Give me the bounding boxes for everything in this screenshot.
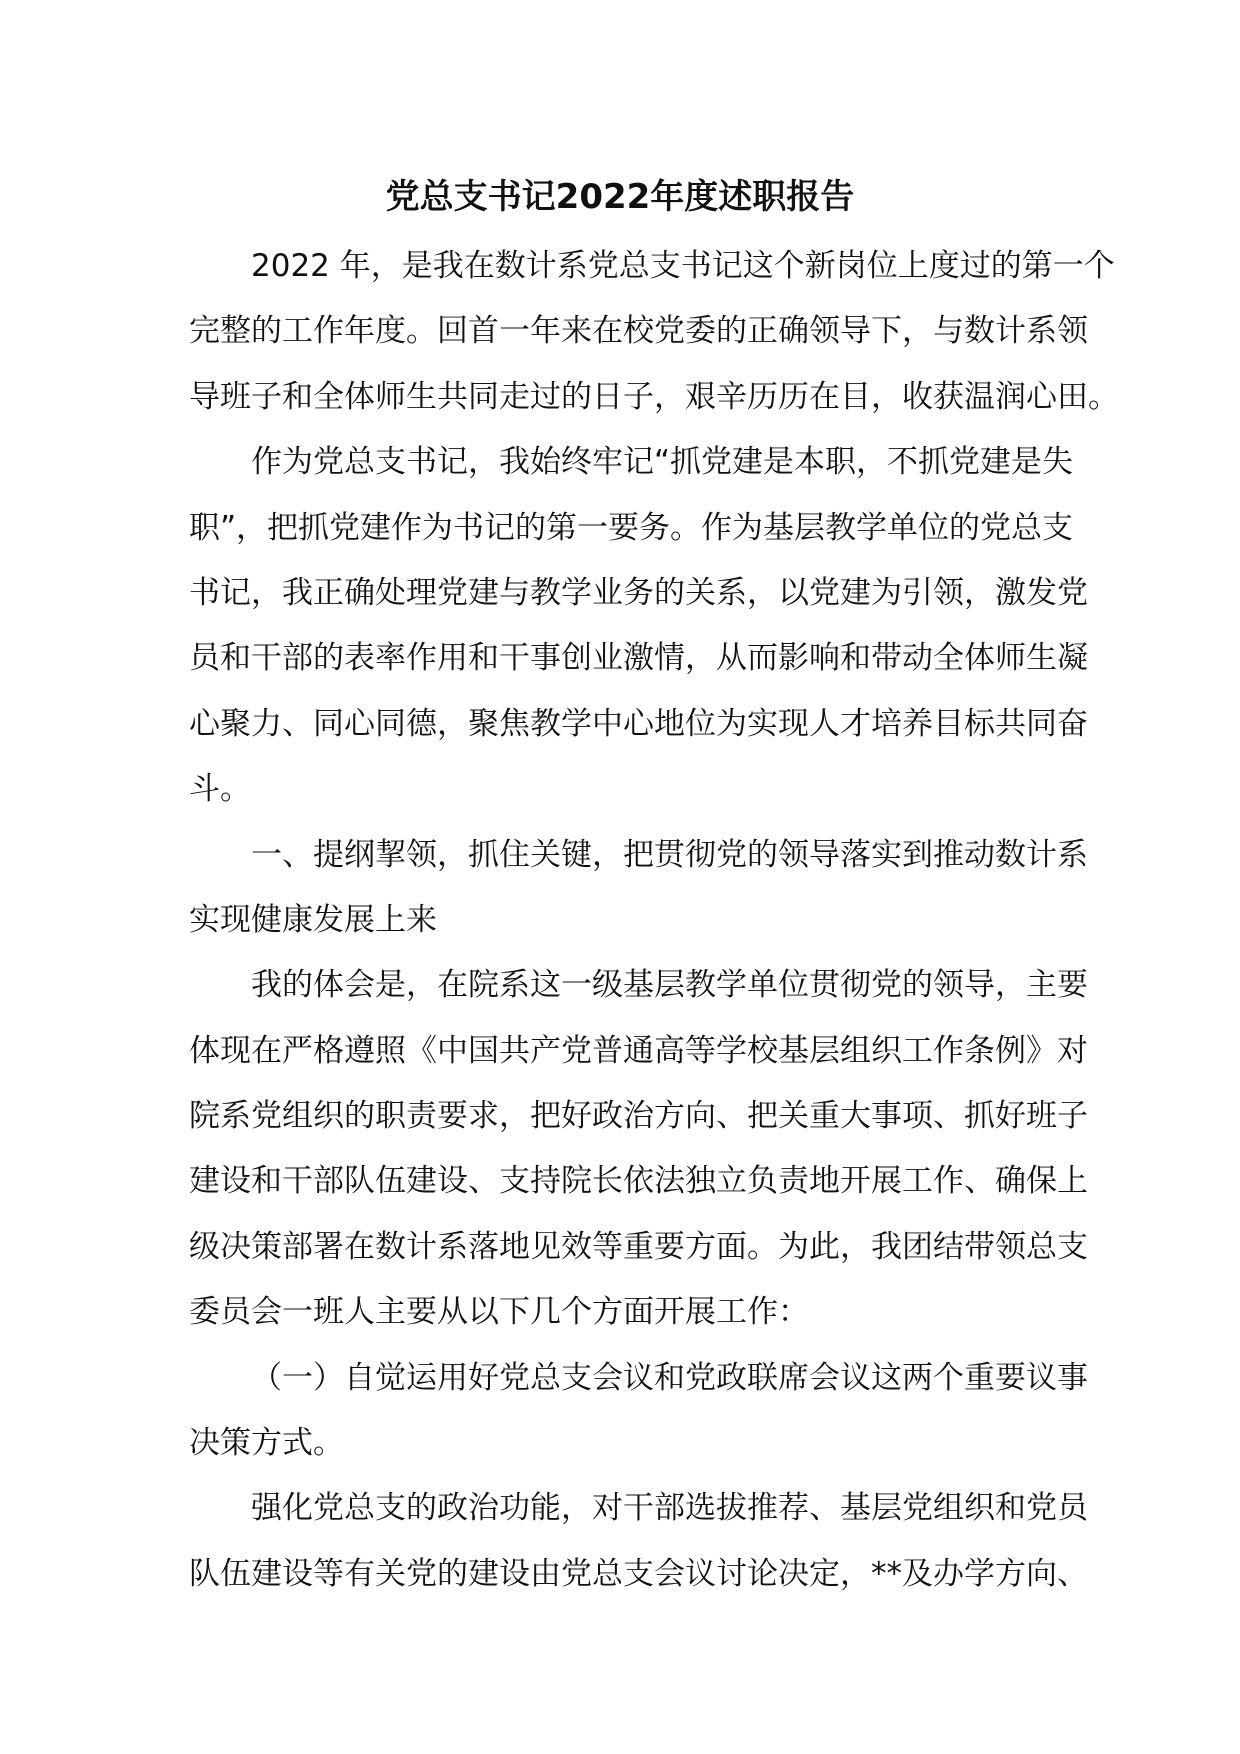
- text-line: 斗。: [189, 771, 251, 808]
- text-line: （一）自觉运用好党总支会议和党政联席会议这两个重要议事: [251, 1359, 1088, 1396]
- text-line: 书记，我正确处理党建与教学业务的关系，以党建为引领，激发党: [189, 574, 1088, 611]
- text-line: 决策方式。: [189, 1425, 344, 1462]
- text-line: 员和干部的表率作用和干事创业激情，从而影响和带动全体师生凝: [189, 640, 1088, 677]
- text-line: 委员会一班人主要从以下几个方面开展工作：: [189, 1294, 809, 1331]
- text-line: 体现在严格遵照《中国共产党普通高等学校基层组织工作条例》对: [189, 1032, 1088, 1069]
- text-line: 一、提纲挈领，抓住关键，把贯彻党的领导落实到推动数计系: [251, 836, 1088, 873]
- text-line: 2022 年，是我在数计系党总支书记这个新岗位上度过的第一个: [251, 248, 1115, 284]
- text-line: 完整的工作年度。回首一年来在校党委的正确领导下，与数计系领: [189, 313, 1088, 350]
- text-line: 实现健康发展上来: [189, 901, 437, 938]
- text-line: 队伍建设等有关党的建设由党总支会议讨论决定，**及办学方向、: [189, 1555, 1088, 1592]
- paragraph: [189, 1356, 1088, 1487]
- document-title: 党总支书记2022年度述职报告: [385, 177, 855, 217]
- text-line: 强化党总支的政治功能，对干部选拔推荐、基层党组织和党员: [251, 1490, 1088, 1527]
- text-line: 我的体会是，在院系这一级基层教学单位贯彻党的领导，主要: [251, 967, 1088, 1004]
- paragraph: [189, 963, 1088, 1355]
- paragraph: [189, 244, 1119, 440]
- text-line: 建设和干部队伍建设、支持院长依法独立负责地开展工作、确保上: [189, 1163, 1088, 1200]
- text-line: 作为党总支书记，我始终牢记“抓党建是本职，不抓党建是失: [251, 444, 1074, 481]
- text-line: 导班子和全体师生共同走过的日子，艰辛历历在目，收获温润心田。: [189, 378, 1119, 415]
- text-line: 级决策部署在数计系落地见效等重要方面。为此，我团结带领总支: [189, 1228, 1088, 1265]
- text-line: 院系党组织的职责要求，把好政治方向、把关重大事项、抓好班子: [189, 1098, 1088, 1135]
- text-line: 心聚力、同心同德，聚焦教学中心地位为实现人才培养目标共同奋: [189, 705, 1088, 742]
- paragraph: [189, 440, 1088, 832]
- text-line: 职”，把抓党建作为书记的第一要务。作为基层教学单位的党总支: [189, 509, 1074, 546]
- paragraph: [189, 1486, 1088, 1617]
- document-body: [189, 244, 1119, 1617]
- paragraph: [189, 833, 1088, 964]
